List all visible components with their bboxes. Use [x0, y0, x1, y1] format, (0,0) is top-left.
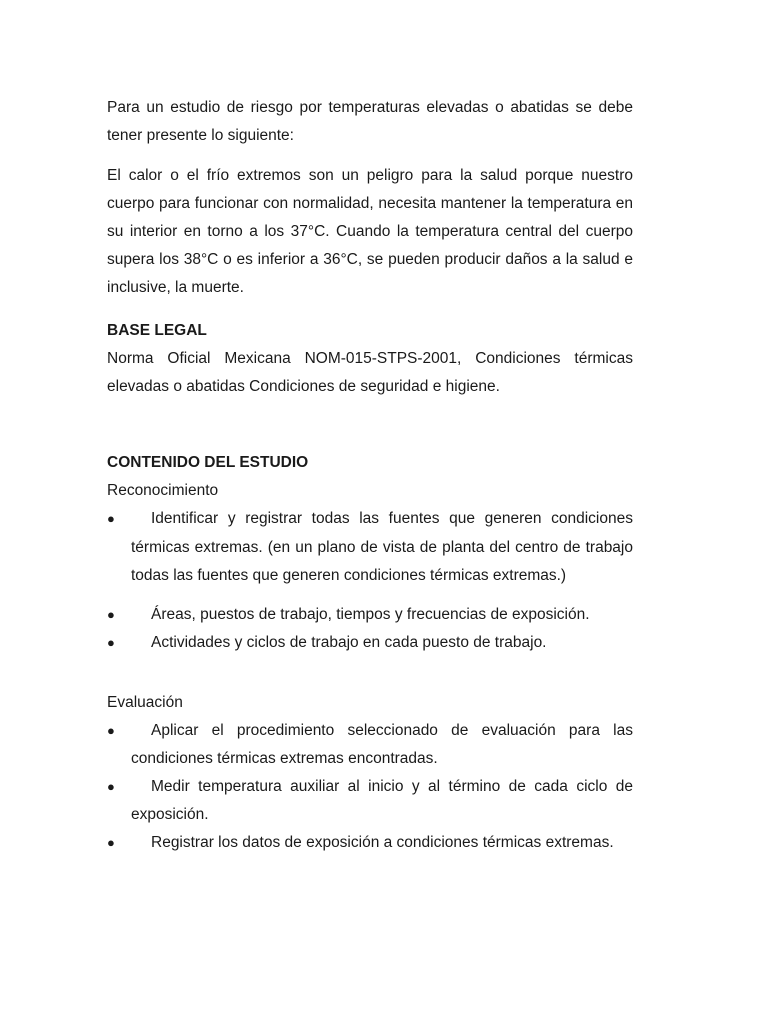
section-spacer [107, 657, 633, 689]
list-item-text: Registrar los datos de exposición a condiciones térmicas extremas. [151, 833, 614, 851]
bullet-icon: ● [107, 778, 115, 794]
calor-paragraph: El calor o el frío extremos son un peligro para la salud porque nuestro cuerpo para funcionar con normalidad, necesita mantener la temperatura en su interior en torno a los 37°C. Cuando la temperatura central del cuerpo supera los 38°C o es inferior a 36°C, se pueden producir daños a la salud e inclusive, la muerte. [107, 167, 633, 296]
list-item-text: Identificar y registrar todas las fuentes que generen condiciones térmicas extremas. (en un plano de vista de planta del centro de trabajo todas las fuentes que generen condiciones térmicas extremas.) [131, 510, 633, 584]
evaluacion-list [107, 717, 633, 857]
contenido-heading: CONTENIDO DEL ESTUDIO [107, 454, 309, 471]
base-legal-text: Norma Oficial Mexicana NOM-015-STPS-2001, Condiciones térmicas elevadas o abatidas Condiciones de seguridad e higiene. [107, 350, 633, 395]
list-item [107, 629, 633, 657]
list-item [107, 717, 633, 773]
list-item [107, 773, 633, 829]
bullet-icon: ● [107, 834, 115, 850]
bullet-icon: ● [107, 606, 115, 622]
base-legal-heading: BASE LEGAL [107, 322, 207, 339]
list-item-text: Actividades y ciclos de trabajo en cada puesto de trabajo. [151, 633, 547, 651]
document-page [107, 94, 633, 857]
list-item [107, 505, 633, 591]
reconocimiento-subheading: Reconocimiento [107, 482, 219, 499]
bullet-icon: ● [107, 634, 115, 650]
list-item [107, 601, 633, 629]
reconocimiento-list [107, 505, 633, 657]
list-item-text: Áreas, puestos de trabajo, tiempos y frecuencias de exposición. [151, 605, 590, 623]
intro-paragraph: Para un estudio de riesgo por temperaturas elevadas o abatidas se debe tener presente lo siguiente: [107, 99, 633, 144]
list-item [107, 829, 633, 857]
section-spacer [107, 401, 633, 449]
list-item-text: Medir temperatura auxiliar al inicio y al término de cada ciclo de exposición. [131, 777, 633, 823]
bullet-icon: ● [107, 511, 115, 526]
bullet-icon: ● [107, 722, 115, 738]
list-item-text: Aplicar el procedimiento seleccionado de evaluación para las condiciones térmicas extremas encontradas. [131, 721, 633, 767]
evaluacion-subheading: Evaluación [107, 693, 183, 711]
